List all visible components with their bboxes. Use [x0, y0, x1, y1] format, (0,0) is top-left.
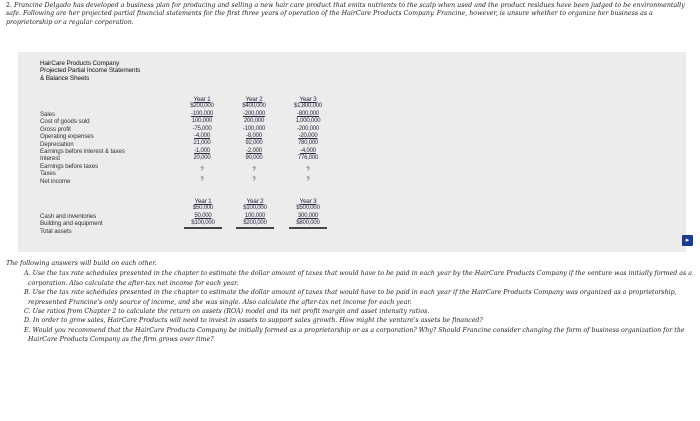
item-letter: E. [24, 326, 31, 334]
instructions-section [6, 259, 694, 345]
instruction-item [6, 326, 694, 345]
item-text: In order to grow sales, HairCare Products will need to invest in assets to support sales growth. How might the venture's assets be financed? [32, 317, 483, 325]
year-header: Year 1 [193, 96, 211, 103]
instruction-item [6, 288, 694, 307]
statement-subtitle-2: & Balance Sheets [40, 74, 90, 82]
cell: -4,000 [300, 147, 316, 154]
cell: 100,000 [244, 212, 266, 219]
cell: $400,000 [242, 103, 266, 110]
cell: -1,000 [194, 147, 210, 154]
cell: $500,000 [296, 205, 320, 212]
cell-net: ? [252, 176, 256, 183]
balance-column-year-3 [289, 198, 327, 229]
cell-net: ? [306, 176, 310, 183]
cell: 50,000 [194, 212, 212, 219]
row-label: Building and equipment [40, 220, 103, 228]
row-label: Sales [40, 111, 55, 118]
row-label: Depreciation [40, 140, 74, 148]
expand-icon[interactable]: ▸ [682, 235, 693, 246]
cell: -75,000 [192, 125, 212, 132]
row-label: Cost of goods sold [40, 118, 90, 126]
row-label: Cash and inventories [40, 213, 97, 220]
cell: -200,000 [296, 125, 320, 132]
item-text: Use ratios from Chapter 2 to calculate the return on assets (ROA) model and its net profit margin and asset intensity ratios. [32, 308, 430, 316]
item-letter: D. [24, 317, 31, 325]
cell: -4,000 [194, 132, 210, 139]
income-column-year-3 [290, 96, 326, 184]
cell: 780,000 [297, 140, 319, 147]
cell: -800,000 [296, 110, 320, 117]
item-text: Use the tax rate schedules presented in the chapter to estimate the dollar amount of taxes that would have to be paid in each year by the HairCare Products Company if the venture was initially formed as a corporation. Also calculate the after-tax net income for each year. [28, 270, 693, 287]
cell: $800,000 [289, 220, 327, 229]
problem-body: Francine Delgado has developed a business plan for producing and selling a new hair care product that emits nutrients to the scalp when used and the product residues have been judged to be environmentally safe. Following are her projected partial financial statements for the first three years of operation of the HairCare Products Company. Francine, however, is unsure whether to organize her business as a proprietorship or a regular corporation. [6, 2, 685, 26]
cell: -8,000 [246, 132, 262, 139]
instruction-item [6, 307, 694, 316]
income-row-labels [40, 111, 125, 185]
cell: $200,000 [190, 103, 214, 110]
cell: 90,000 [245, 155, 263, 162]
item-letter: A. [24, 270, 31, 278]
item-text: Use the tax rate schedules presented in the chapter to estimate the dollar amount of taxes that would have to be paid in each year if the HairCare Products Company was organized as a proprietorship, represented Francine's only source of income, and she was single. Also calculate the after-tax net income for each year. [28, 289, 677, 306]
row-label: Interest [40, 155, 60, 163]
row-label: Taxes [40, 170, 56, 178]
cell: 21,000 [193, 140, 211, 147]
cell: 20,000 [193, 155, 211, 162]
cell: $50,000 [192, 205, 214, 212]
row-label: Gross profit [40, 125, 71, 133]
row-label: Operating expenses [40, 133, 94, 141]
statement-subtitle: Projected Partial Income Statements [40, 67, 141, 75]
cell: 100,000 [191, 118, 213, 125]
problem-number: 2. [6, 2, 13, 9]
row-label: Net income [40, 177, 71, 185]
cell: -100,000 [242, 125, 266, 132]
year-header: Year 3 [299, 96, 317, 103]
cell: 1,000,000 [295, 118, 321, 125]
cell-taxes: ? [252, 166, 256, 173]
cell: 300,000 [297, 212, 319, 219]
row-label: Earnings before taxes [40, 162, 99, 170]
instruction-item [6, 269, 694, 288]
year-header: Year 3 [299, 198, 317, 205]
balance-column-year-1 [184, 198, 222, 229]
item-letter: B. [24, 289, 31, 297]
cell: 200,000 [243, 118, 265, 125]
instructions-intro: The following answers will build on each other. [6, 260, 157, 267]
row-label: Total assets [40, 227, 72, 235]
year-header: Year 2 [245, 96, 263, 103]
cell: $100,000 [184, 220, 222, 229]
problem-text [6, 2, 694, 27]
year-header: Year 2 [246, 198, 264, 205]
income-column-year-1 [184, 96, 220, 184]
cell: $1,800,000 [293, 103, 323, 110]
cell: 776,000 [297, 155, 319, 162]
item-letter: C. [24, 308, 31, 316]
company-name: HairCare Products Company [40, 60, 120, 67]
cell: -2,000 [246, 147, 262, 154]
item-text: Would you recommend that the HairCare Products Company be initially formed as a proprietorship or as a corporation? Why? Should Francine consider changing the form of business organization for the HairCare Products Company as the firm grows over time? [28, 326, 685, 344]
cell: 92,000 [245, 140, 263, 147]
statement-heading [40, 60, 140, 82]
cell-taxes: ? [200, 166, 204, 173]
instruction-item [6, 316, 694, 325]
cell: -100,000 [190, 110, 214, 117]
cell-net: ? [200, 176, 204, 183]
cell: -20,000 [298, 132, 318, 139]
cell: $100,000 [243, 205, 267, 212]
cell: $200,000 [236, 220, 274, 229]
balance-column-year-2 [236, 198, 274, 229]
cell: -200,000 [242, 110, 266, 117]
year-header: Year 1 [194, 198, 212, 205]
cell-taxes: ? [306, 166, 310, 173]
balance-row-labels [40, 213, 102, 235]
row-label: Earnings before interest & taxes [40, 147, 125, 155]
income-column-year-2 [236, 96, 272, 184]
